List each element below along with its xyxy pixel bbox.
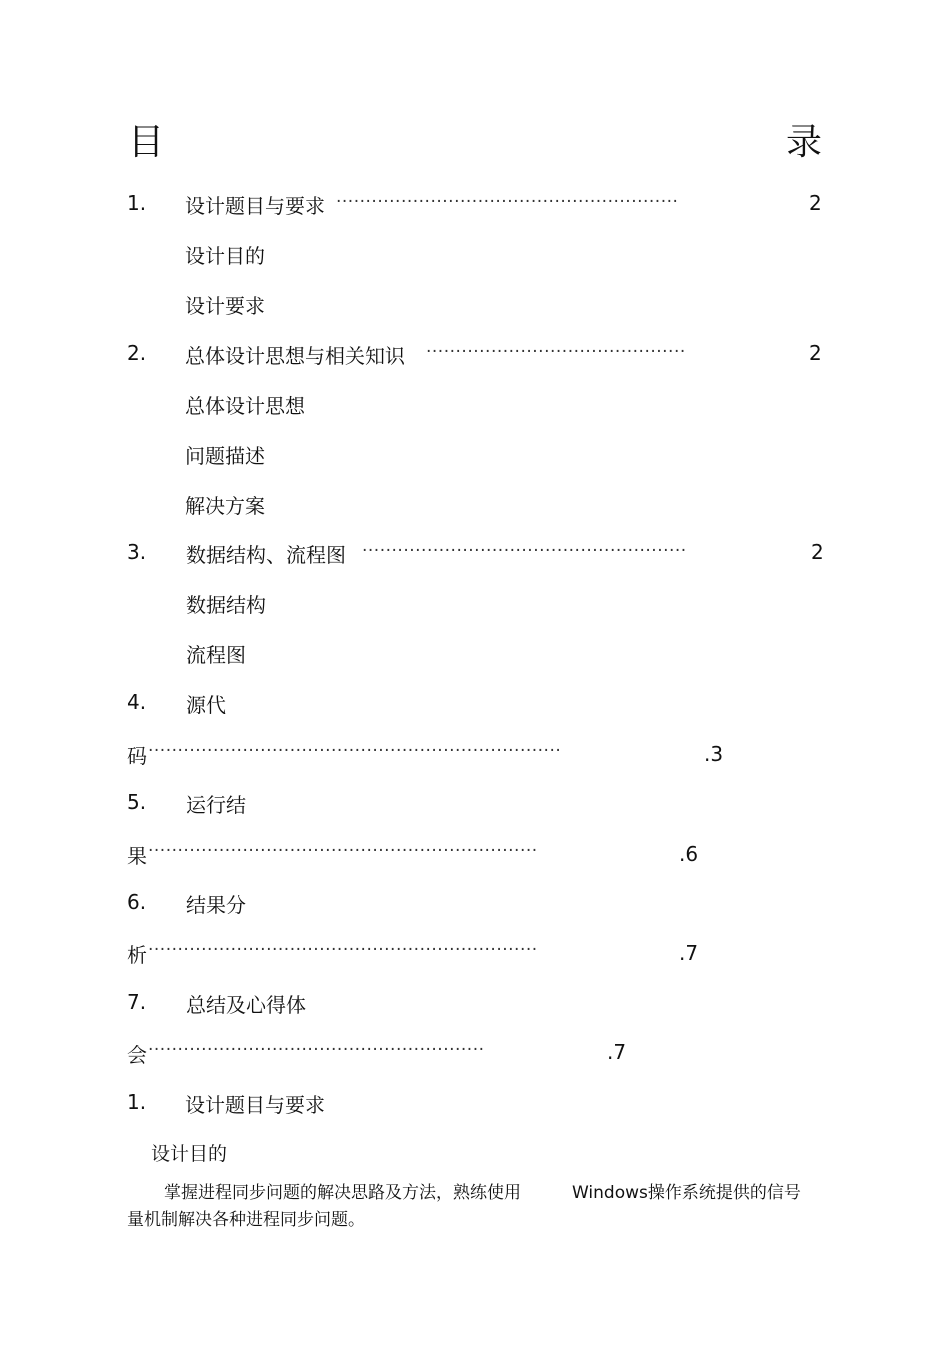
- toc-sub-item: 流程图: [186, 643, 246, 667]
- paragraph-line: 量机制解决各种进程同步问题。: [127, 1210, 365, 1230]
- toc-page: .7: [679, 941, 699, 965]
- toc-num: 4.: [127, 690, 147, 714]
- toc-sub-item: 问题描述: [185, 444, 265, 468]
- toc-num: 7.: [127, 990, 147, 1014]
- toc-title: 总结及心得体: [186, 993, 306, 1017]
- toc-sub-item: 设计目的: [185, 244, 265, 268]
- toc-leader: ············································: [426, 342, 686, 362]
- toc-title-continued: 码: [127, 744, 147, 768]
- toc-title-continued: 析: [127, 943, 147, 967]
- toc-num: 5.: [127, 790, 147, 814]
- toc-title: 数据结构、流程图: [186, 543, 346, 567]
- toc-title: 设计题目与要求: [185, 194, 325, 218]
- toc-title: 总体设计思想与相关知识: [185, 344, 405, 368]
- toc-num: 3.: [127, 540, 147, 564]
- toc-leader: ·························································: [148, 1040, 485, 1060]
- toc-leader: ······································································: [148, 741, 562, 761]
- toc-sub-item: 总体设计思想: [185, 394, 305, 418]
- toc-sub-item: 解决方案: [185, 494, 265, 518]
- toc-leader: ··························································: [336, 192, 679, 212]
- paragraph-line: Windows操作系统提供的信号: [572, 1183, 801, 1203]
- toc-title-continued: 果: [127, 844, 147, 868]
- toc-title: 结果分: [186, 893, 246, 917]
- section-title: 设计题目与要求: [185, 1093, 325, 1117]
- toc-leader: ·······················································: [362, 541, 687, 561]
- toc-title: 源代: [186, 693, 226, 717]
- subsection-title: 设计目的: [151, 1143, 228, 1165]
- toc-heading-left: 目: [128, 122, 165, 163]
- toc-page: 2: [809, 341, 822, 365]
- toc-page: 2: [811, 540, 824, 564]
- toc-page: .7: [607, 1040, 627, 1064]
- toc-page: .6: [679, 842, 699, 866]
- toc-num: 6.: [127, 890, 147, 914]
- toc-page: .3: [704, 742, 724, 766]
- toc-leader: ··································································: [148, 841, 538, 861]
- toc-num: 1.: [127, 191, 147, 215]
- toc-title: 运行结: [186, 793, 246, 817]
- toc-title-continued: 会: [127, 1043, 147, 1067]
- toc-leader: ··································································: [148, 940, 538, 960]
- toc-sub-item: 数据结构: [186, 593, 266, 617]
- toc-num: 2.: [127, 341, 147, 365]
- section-number: 1.: [127, 1090, 147, 1114]
- paragraph-line: 掌握进程同步问题的解决思路及方法，熟练使用: [164, 1183, 521, 1203]
- toc-sub-item: 设计要求: [185, 294, 265, 318]
- toc-heading-right: 录: [786, 122, 823, 163]
- toc-page: 2: [809, 191, 822, 215]
